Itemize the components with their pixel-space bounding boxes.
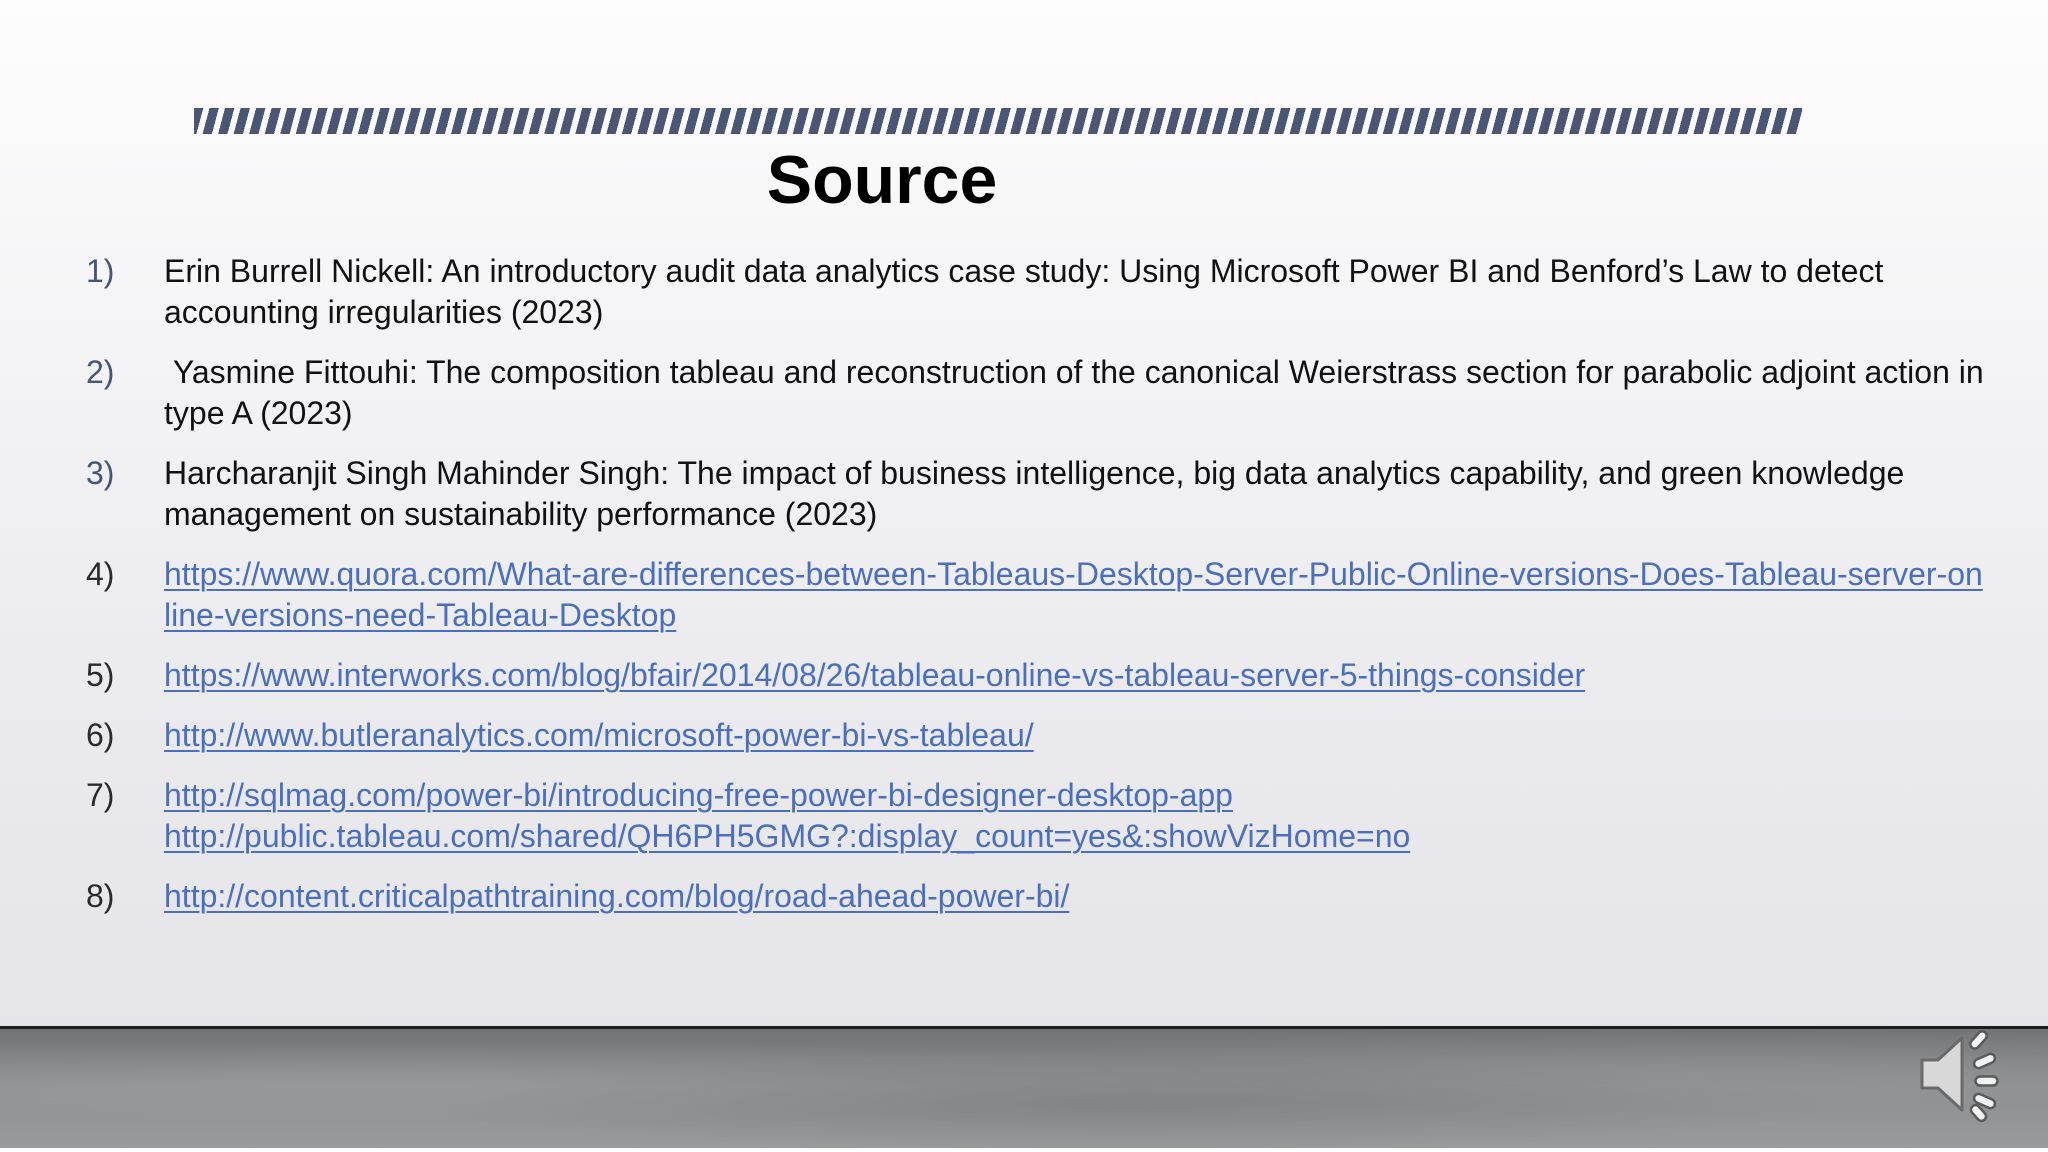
speaker-icon[interactable] xyxy=(1914,1024,2018,1124)
list-item-text xyxy=(164,715,1986,756)
list-item-number: 3) xyxy=(86,455,115,491)
list-item-text xyxy=(164,876,1986,917)
title-decoration-bar xyxy=(194,108,1802,134)
list-item-text xyxy=(164,554,1986,636)
list-item-number: 8) xyxy=(86,878,115,914)
source-link-sqlmag[interactable]: http://sqlmag.com/power-bi/introducing-free-power-bi-designer-desktop-app xyxy=(164,777,1233,813)
source-link-criticalpathtraining[interactable]: http://content.criticalpathtraining.com/blog/road-ahead-power-bi/ xyxy=(164,878,1070,914)
list-item-text xyxy=(164,775,1986,857)
list-item-number: 1) xyxy=(86,253,115,289)
list-item xyxy=(86,352,1993,434)
slide-bottom-edge xyxy=(0,1148,2048,1152)
source-link-quora[interactable]: https://www.quora.com/What-are-differences-between-Tableaus-Desktop-Server-Public-Online-versions-Does-Tableau-server-online-versions-need-Tableau-Desktop xyxy=(164,556,1983,633)
list-item xyxy=(86,775,1986,857)
list-item-text: Erin Burrell Nickell: An introductory audit data analytics case study: Using Microsoft Power BI and Benford’s Law to detect accounting irregularities (2023) xyxy=(164,253,1884,330)
list-item xyxy=(86,251,1986,333)
list-item-text: Yasmine Fittouhi: The composition tableau and reconstruction of the canonical Weierstrass section for parabolic adjoint action in type A (2023) xyxy=(164,354,1993,431)
slide-title: Source xyxy=(766,142,998,218)
source-link-butleranalytics[interactable]: http://www.butleranalytics.com/microsoft-power-bi-vs-tableau/ xyxy=(164,717,1034,753)
list-item xyxy=(86,453,1986,535)
list-item-text xyxy=(164,655,1986,696)
source-link-interworks[interactable]: https://www.interworks.com/blog/bfair/2014/08/26/tableau-online-vs-tableau-server-5-things-consider xyxy=(164,657,1586,693)
floor-background xyxy=(0,1026,2048,1152)
list-item-number: 6) xyxy=(86,717,115,753)
source-link-tableau-public[interactable]: http://public.tableau.com/shared/QH6PH5GMG?:display_count=yes&:showVizHome=no xyxy=(164,818,1411,854)
list-item xyxy=(86,876,1986,917)
list-item xyxy=(86,715,1986,756)
list-item-number: 5) xyxy=(86,657,115,693)
list-item-number: 2) xyxy=(86,354,115,390)
list-item-number: 4) xyxy=(86,556,115,592)
list-item xyxy=(86,554,1986,636)
list-item-text: Harcharanjit Singh Mahinder Singh: The impact of business intelligence, big data analytics capability, and green knowledge management on sustainability performance (2023) xyxy=(164,455,1905,532)
source-list xyxy=(86,251,1993,936)
list-item xyxy=(86,655,1986,696)
list-item-number: 7) xyxy=(86,777,115,813)
